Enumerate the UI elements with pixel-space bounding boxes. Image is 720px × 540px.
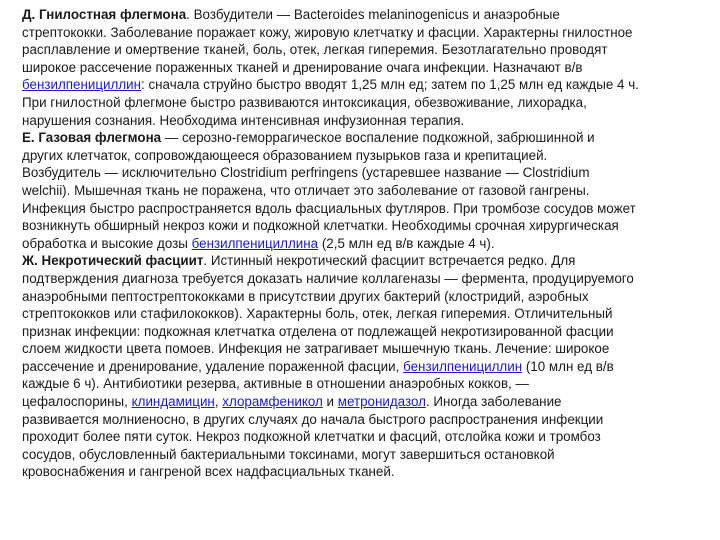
text-line: [22, 182, 704, 200]
text-run: Возбудитель — исключительно Clostridium perfringens (устаревшее название — Clostridium: [22, 165, 590, 181]
text-run: . Возбудители — Bacteroides melaninogenicus и анаэробные: [186, 7, 560, 22]
text-run: — серозно-геморрагическое воспаление подкожной, забрюшинной и: [161, 130, 595, 146]
drug-link[interactable]: метронидазол: [337, 394, 426, 410]
text-line: [22, 323, 704, 341]
text-line: [22, 393, 704, 411]
text-run: других клетчаток, сопровождающееся образованием пузырьков газа и крепитацией.: [22, 147, 548, 163]
text-line: [22, 463, 704, 481]
text-run: . Истинный некротический фасциит встречается редко. Для: [203, 253, 576, 269]
text-line: [22, 112, 704, 130]
text-run: широкое рассечение пораженных тканей и дренирование очага инфекции. Назначают в/в: [22, 59, 583, 75]
drug-link[interactable]: бензилпенициллин: [403, 358, 523, 374]
drug-link[interactable]: бензилпенициллин: [22, 77, 142, 93]
text-line: [22, 200, 704, 218]
text-line: [22, 164, 704, 182]
text-line: [22, 411, 704, 429]
text-run: стрептококков или стафилококков). Характерны боль, отек, легкая гиперемия. Отличительный: [22, 306, 613, 322]
text-line: [22, 217, 704, 235]
text-line: [22, 94, 704, 112]
text-run: Инфекция быстро распространяется вдоль фасциальных футляров. При тромбозе сосудов может: [22, 200, 636, 216]
document-text: [22, 6, 704, 481]
text-line: [22, 446, 704, 464]
text-run: признак инфекции: подкожная клетчатка отделена от подлежащей некротизированной фасции: [22, 323, 614, 339]
text-line: [22, 235, 704, 253]
text-run: слоем жидкости цвета помоев. Инфекция не затрагивает мышечную ткань. Лечение: широкое: [22, 341, 610, 357]
text-line: [22, 428, 704, 446]
text-run: (10 млн ед в/в: [522, 358, 614, 374]
text-run: проходит более пяти суток. Некроз подкожной клетчатки и фасций, отслойка кожи и тромбоз: [22, 429, 601, 445]
text-run: рассечение и дренирование, удаление пораженной фасции,: [22, 358, 404, 374]
text-run: . Иногда заболевание: [425, 394, 562, 410]
text-line: [22, 41, 704, 59]
text-line: [22, 129, 704, 147]
section-heading: Д. Гнилостная флегмона: [22, 7, 187, 22]
text-run: обработка и высокие дозы: [22, 235, 192, 251]
text-line: [22, 24, 704, 42]
text-line: [22, 6, 704, 24]
text-line: [22, 340, 704, 358]
text-run: подтверждения диагноза требуется доказать наличие коллагеназы — фермента, продуцируемого: [22, 270, 634, 286]
text-run: : сначала струйно быстро вводят 1,25 млн ед; затем по 1,25 млн ед каждые 4 ч.: [141, 77, 639, 93]
text-run: возникнуть обширный некроз кожи и подкожной клетчатки. Необходимы срочная хирургическая: [22, 218, 619, 234]
text-run: кровоснабжения и гангреной всех надфасциальных тканей.: [22, 464, 395, 480]
text-line: [22, 252, 704, 270]
text-run: каждые 6 ч). Антибиотики резерва, активные в отношении анаэробных кокков, —: [22, 376, 529, 392]
drug-link[interactable]: бензилпенициллина: [191, 235, 319, 251]
drug-link[interactable]: хлорамфеникол: [222, 394, 323, 410]
text-run: (2,5 млн ед в/в каждые 4 ч).: [318, 235, 495, 251]
text-line: [22, 358, 704, 376]
text-run: сосудов, обусловленный бактериальными токсинами, могут завершиться остановкой: [22, 446, 555, 462]
drug-link[interactable]: клиндамицин: [131, 394, 215, 410]
text-run: ,: [214, 394, 223, 410]
text-run: анаэробными пептострептококками в присутствии других бактерий (клостридий, аэробных: [22, 288, 589, 304]
text-run: welchii). Мышечная ткань не поражена, что отличает это заболевание от газовой гангрены.: [22, 182, 590, 198]
text-line: [22, 76, 704, 94]
text-line: [22, 270, 704, 288]
text-run: нарушения сознания. Необходима интенсивная инфузионная терапия.: [22, 112, 465, 128]
text-run: стрептококки. Заболевание поражает кожу, жировую клетчатку и фасции. Характерны гнилостное: [22, 24, 633, 40]
text-run: При гнилостной флегмоне быстро развиваются интоксикация, обезвоживание, лихорадка,: [22, 94, 587, 110]
text-run: развивается молниеносно, в других случаях до начала быстрого распространения инфекции: [22, 411, 604, 427]
text-run: расплавление и омертвение тканей, боль, отек, легкая гиперемия. Безотлагательно проводят: [22, 42, 608, 58]
text-line: [22, 59, 704, 77]
section-heading: Ж. Некротический фасциит: [22, 253, 204, 269]
section-heading: Е. Газовая флегмона: [22, 130, 162, 146]
text-line: [22, 147, 704, 165]
text-line: [22, 288, 704, 306]
text-line: [22, 305, 704, 323]
text-line: [22, 375, 704, 393]
text-run: цефалоспорины,: [22, 394, 132, 410]
text-run: и: [322, 394, 338, 410]
